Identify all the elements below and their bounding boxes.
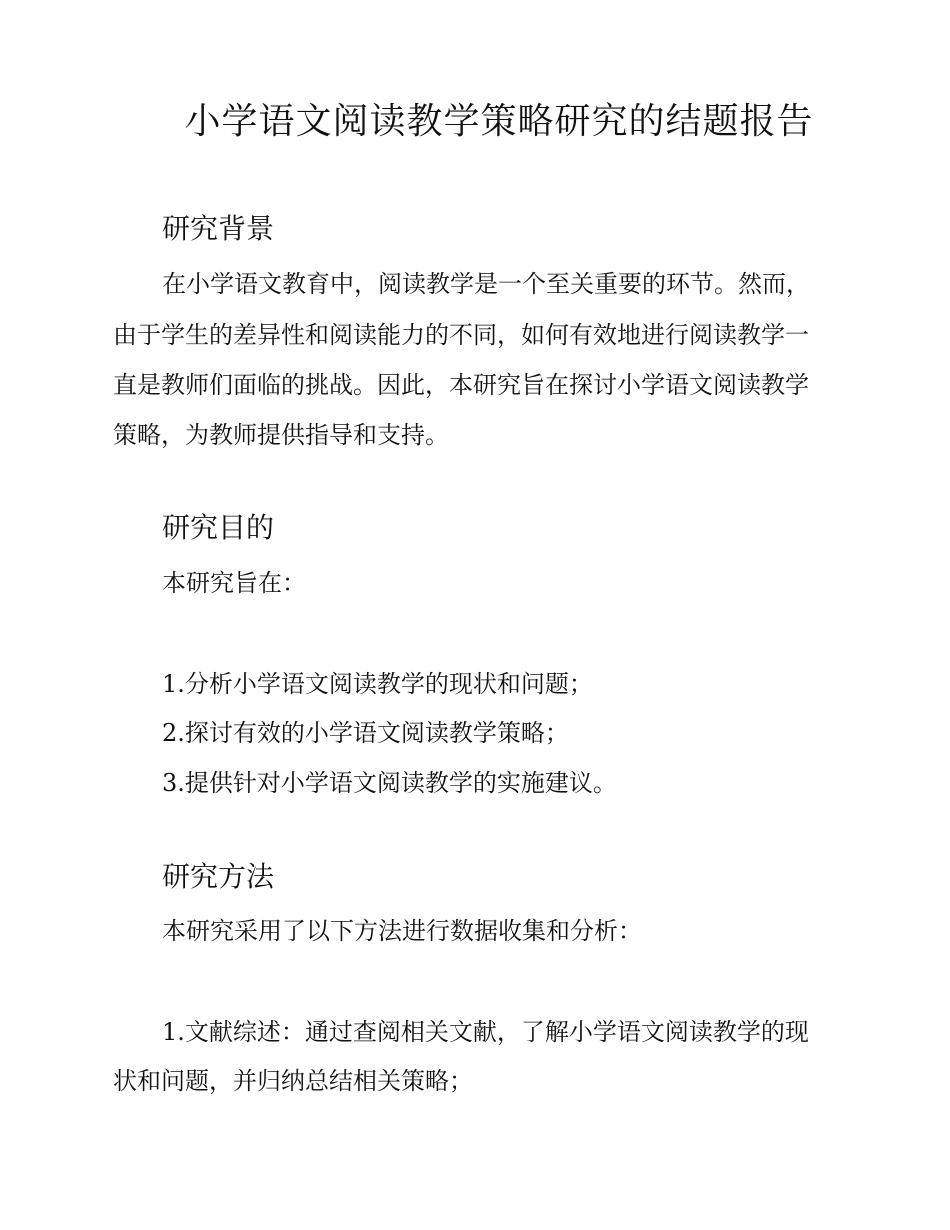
paragraph-line: 由于学生的差异性和阅读能力的不同，如何有效地进行阅读教学一 — [113, 321, 809, 349]
list-item: 3.提供针对小学语文阅读教学的实施建议。 — [162, 769, 617, 797]
section-heading-background: 研究背景 — [162, 212, 275, 245]
list-item: 1.分析小学语文阅读教学的现状和问题； — [162, 670, 593, 698]
list-item: 1.文献综述：通过查阅相关文献，了解小学语文阅读教学的现 — [162, 1018, 809, 1046]
section-heading-method: 研究方法 — [162, 860, 275, 893]
paragraph-line: 策略，为教师提供指导和支持。 — [113, 421, 449, 449]
paragraph-line: 本研究采用了以下方法进行数据收集和分析： — [162, 917, 642, 945]
list-item-continuation: 状和问题，并归纳总结相关策略； — [113, 1067, 473, 1095]
document-title: 小学语文阅读教学策略研究的结题报告 — [184, 101, 814, 142]
paragraph-line: 本研究旨在： — [162, 569, 306, 597]
paragraph-line: 在小学语文教育中，阅读教学是一个至关重要的环节。然而， — [162, 270, 810, 298]
section-heading-purpose: 研究目的 — [162, 511, 275, 544]
paragraph-line: 直是教师们面临的挑战。因此，本研究旨在探讨小学语文阅读教学 — [113, 371, 809, 399]
list-item: 2.探讨有效的小学语文阅读教学策略； — [162, 719, 569, 747]
